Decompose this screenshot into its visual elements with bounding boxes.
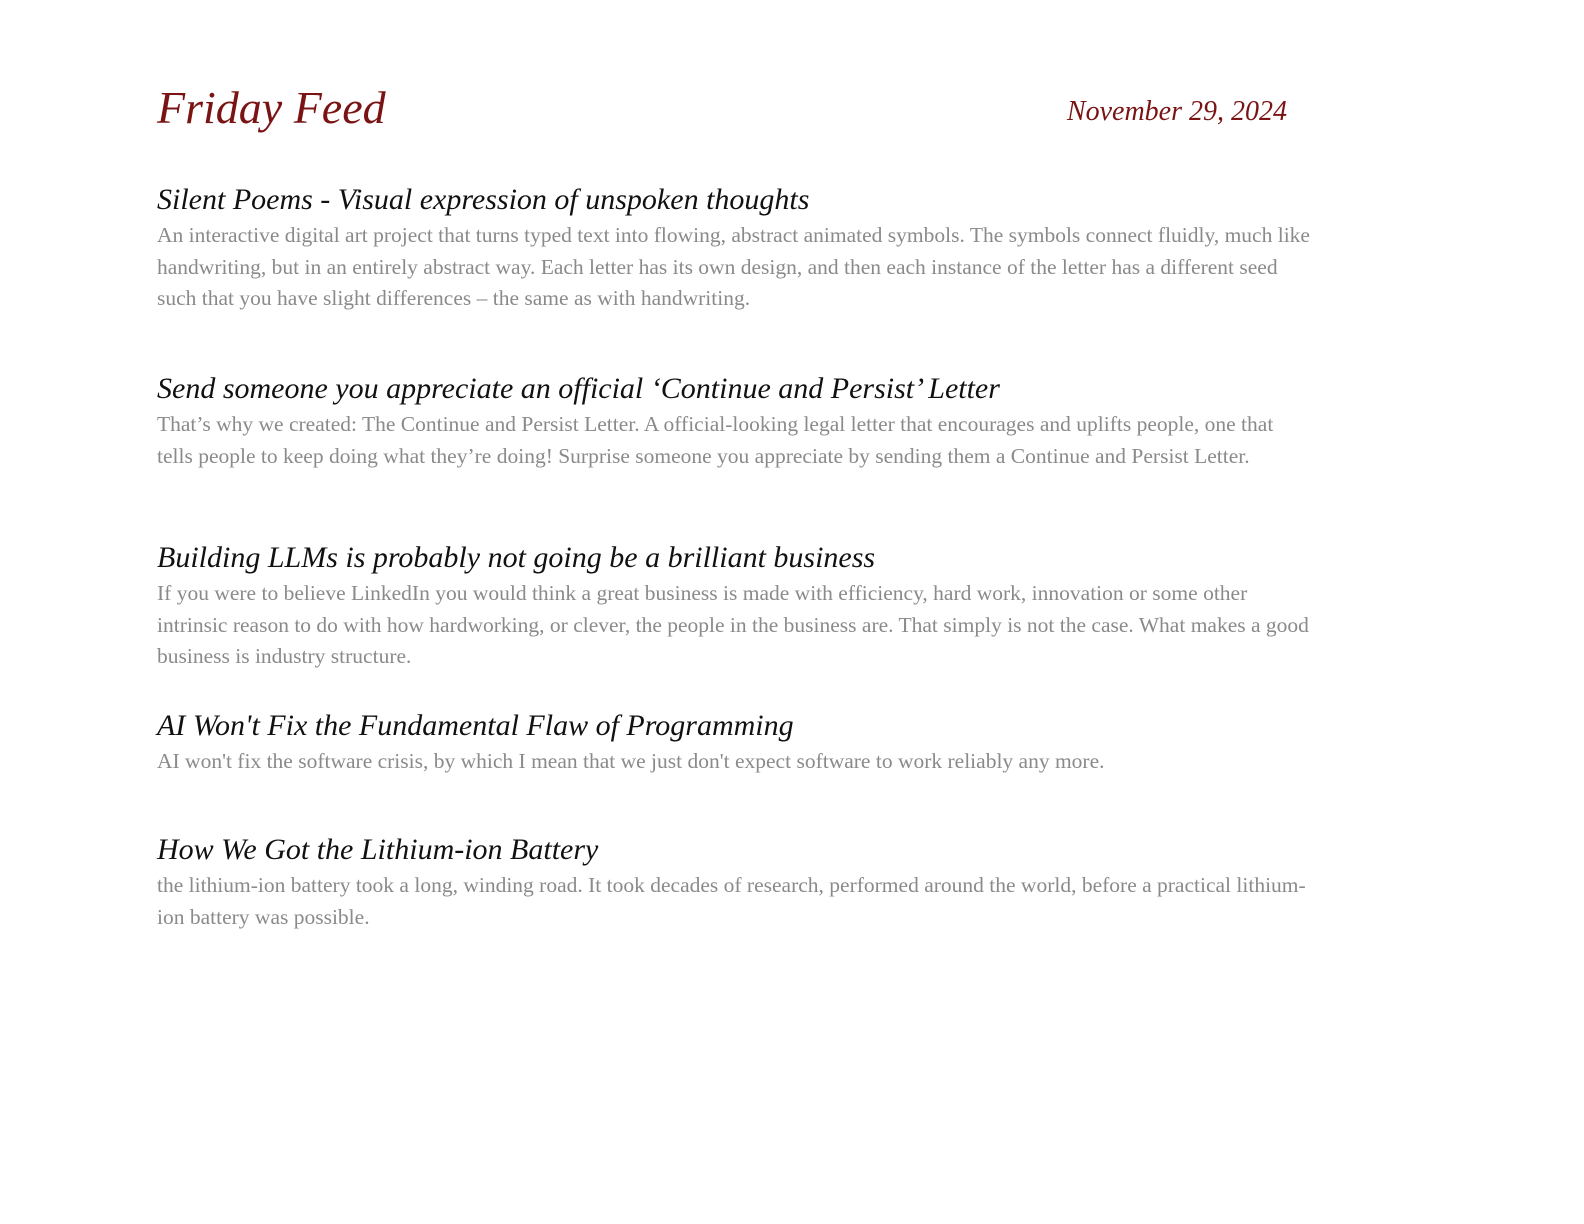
list-item <box>157 369 1312 472</box>
entry-description: AI won't fix the software crisis, by which I mean that we just don't expect software to work reliably any more. <box>157 749 1105 773</box>
entry-title-link[interactable]: Send someone you appreciate an official ‘Continue and Persist’ Letter <box>157 372 1000 405</box>
entry-title-link[interactable]: How We Got the Lithium-ion Battery <box>157 833 599 866</box>
list-item <box>157 830 1312 933</box>
entry-description: That’s why we created: The Continue and Persist Letter. A official-looking legal letter that encourages and uplifts people, one that tells people to keep doing what they’re doing! Surprise someone you appreciate by sending them a Continue and Persist Letter. <box>157 412 1274 468</box>
page-title: Friday Feed <box>157 82 386 133</box>
feed-date: November 29, 2024 <box>1066 96 1287 127</box>
list-item <box>157 180 1312 315</box>
entry-title-link[interactable]: AI Won't Fix the Fundamental Flaw of Programming <box>157 709 794 742</box>
entry-title-link[interactable]: Building LLMs is probably not going be a brilliant business <box>157 541 876 574</box>
entry-description: An interactive digital art project that turns typed text into flowing, abstract animated symbols. The symbols connect fluidly, much like handwriting, but in an entirely abstract way. Each letter has its own design, and then each instance of the letter has a different seed such that you have slight differences – the same as with handwriting. <box>157 223 1310 311</box>
entry-description: the lithium-ion battery took a long, winding road. It took decades of research, performed around the world, before a practical lithium-ion battery was possible. <box>157 873 1306 929</box>
feed-header <box>157 80 1317 140</box>
feed-page <box>157 80 1317 929</box>
list-item <box>157 538 1312 673</box>
entry-description: If you were to believe LinkedIn you would think a great business is made with efficiency, hard work, innovation or some other intrinsic reason to do with how hardworking, or clever, the people in the business are. That simply is not the case. What makes a good business is industry structure. <box>157 581 1309 669</box>
entry-title-link[interactable]: Silent Poems - Visual expression of unspoken thoughts <box>157 183 810 216</box>
list-item <box>157 706 1312 778</box>
